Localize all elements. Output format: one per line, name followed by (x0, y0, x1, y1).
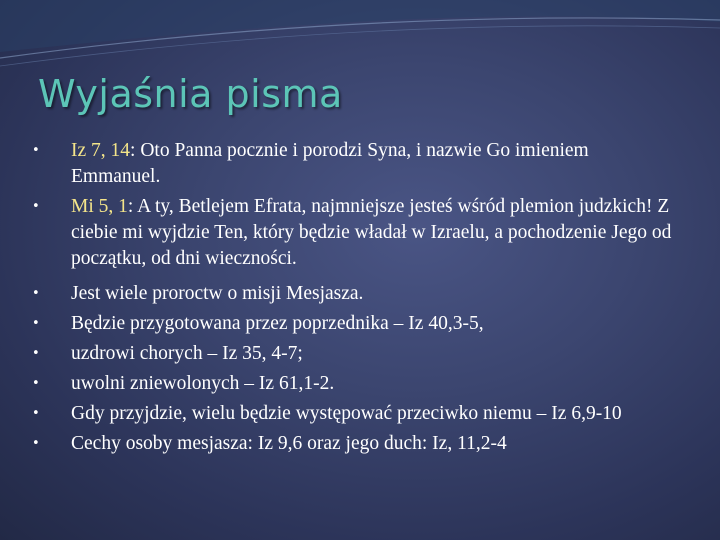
bullet-text: Cechy osoby mesjasza: Iz 9,6 oraz jego duch: Iz, 11,2-4 (71, 433, 507, 454)
bullet-text: uzdrowi chorych – Iz 35, 4-7; (71, 343, 303, 364)
bullet-dot-icon: • (32, 286, 40, 301)
bible-reference: Iz 7, 14 (71, 140, 131, 161)
bullet-text: Gdy przyjdzie, wielu będzie występować przeciwko niemu – Iz 6,9-10 (71, 403, 622, 424)
bullet-dot-icon: • (32, 346, 40, 361)
bullet-text: : Oto Panna pocznie i porodzi Syna, i nazwie Go imieniem Emmanuel. (71, 140, 589, 187)
bible-reference: Mi 5, 1 (71, 196, 128, 217)
bullet-list (32, 138, 672, 461)
list-item (32, 371, 672, 397)
bullet-dot-icon: • (32, 406, 40, 421)
slide-title: Wyjaśnia pisma (38, 72, 343, 116)
list-item (32, 401, 672, 427)
bullet-text: uwolni zniewolonych – Iz 61,1-2. (71, 373, 335, 394)
bullet-dot-icon: • (32, 143, 40, 158)
list-item (32, 281, 672, 307)
list-item (32, 341, 672, 367)
list-item (32, 431, 672, 457)
bullet-text: Jest wiele proroctw o misji Mesjasza. (71, 283, 364, 304)
list-item (32, 194, 672, 272)
bullet-dot-icon: • (32, 316, 40, 331)
bullet-text: Będzie przygotowana przez poprzednika – Iz 40,3-5, (71, 313, 484, 334)
list-item (32, 311, 672, 337)
list-item (32, 138, 672, 190)
bullet-dot-icon: • (32, 436, 40, 451)
bullet-text: : A ty, Betlejem Efrata, najmniejsze jesteś wśród plemion judzkich! Z ciebie mi wyjdzie Ten, który będzie władał w Izraelu, a pochodzenie Jego od początku, od dni wieczności. (71, 196, 672, 269)
bullet-dot-icon: • (32, 199, 40, 214)
bullet-dot-icon: • (32, 376, 40, 391)
